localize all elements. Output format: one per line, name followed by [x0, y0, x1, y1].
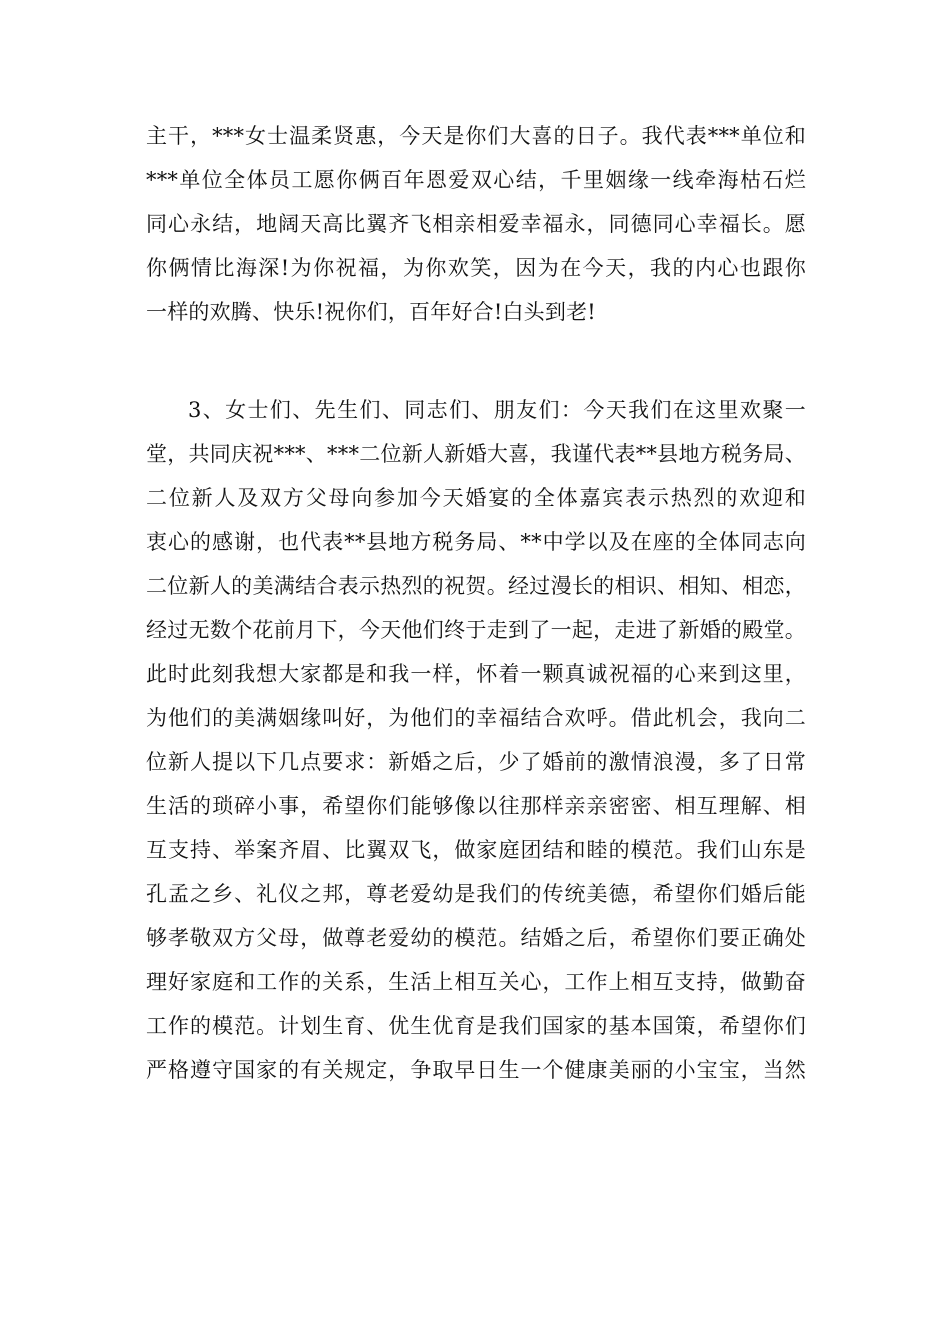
text-line: 一样的欢腾、快乐!祝你们，百年好合!白头到老!: [146, 300, 596, 324]
text-line: 堂，共同庆祝***、***二位新人新婚大喜，我谨代表**县地方税务局、: [146, 442, 806, 466]
text-line: 互支持、举案齐眉、比翼双飞，做家庭团结和睦的模范。我们山东是: [146, 838, 806, 862]
text-line: 够孝敬双方父母，做尊老爱幼的模范。结婚之后，希望你们要正确处: [146, 926, 806, 950]
text-line: 严格遵守国家的有关规定，争取早日生一个健康美丽的小宝宝，当然: [146, 1058, 806, 1082]
text-line: 衷心的感谢，也代表**县地方税务局、**中学以及在座的全体同志向: [146, 530, 806, 554]
text-line: 二位新人的美满结合表示热烈的祝贺。经过漫长的相识、相知、相恋，: [146, 574, 806, 598]
paragraph-blessing: [146, 114, 806, 334]
text-line: 为他们的美满姻缘叫好，为他们的幸福结合欢呼。借此机会，我向二: [146, 706, 806, 730]
text-line: ***单位全体员工愿你俩百年恩爱双心结，千里姻缘一线牵海枯石烂: [146, 168, 806, 192]
text-line: 理好家庭和工作的关系，生活上相互关心，工作上相互支持，做勤奋: [146, 970, 806, 994]
text-line: 二位新人及双方父母向参加今天婚宴的全体嘉宾表示热烈的欢迎和: [146, 486, 806, 510]
text-line: 你俩情比海深!为你祝福，为你欢笑，因为在今天，我的内心也跟你: [146, 256, 806, 280]
text-line: 孔孟之乡、礼仪之邦，尊老爱幼是我们的传统美德，希望你们婚后能: [146, 882, 806, 906]
text-line: 经过无数个花前月下，今天他们终于走到了一起，走进了新婚的殿堂。: [146, 618, 806, 642]
text-line: 同心永结，地阔天高比翼齐飞相亲相爱幸福永，同德同心幸福长。愿: [146, 212, 806, 236]
text-line: 此时此刻我想大家都是和我一样，怀着一颗真诚祝福的心来到这里，: [146, 662, 806, 686]
text-line: 工作的模范。计划生育、优生优育是我们国家的基本国策，希望你们: [146, 1014, 806, 1038]
text-line: 3、女士们、先生们、同志们、朋友们：今天我们在这里欢聚一: [188, 398, 806, 422]
text-line: 主干，***女士温柔贤惠，今天是你们大喜的日子。我代表***单位和: [146, 124, 806, 148]
paragraph-speech-3: [146, 388, 806, 1092]
text-line: 生活的琐碎小事，希望你们能够像以往那样亲亲密密、相互理解、相: [146, 794, 806, 818]
text-line: 位新人提以下几点要求：新婚之后，少了婚前的激情浪漫，多了日常: [146, 750, 806, 774]
